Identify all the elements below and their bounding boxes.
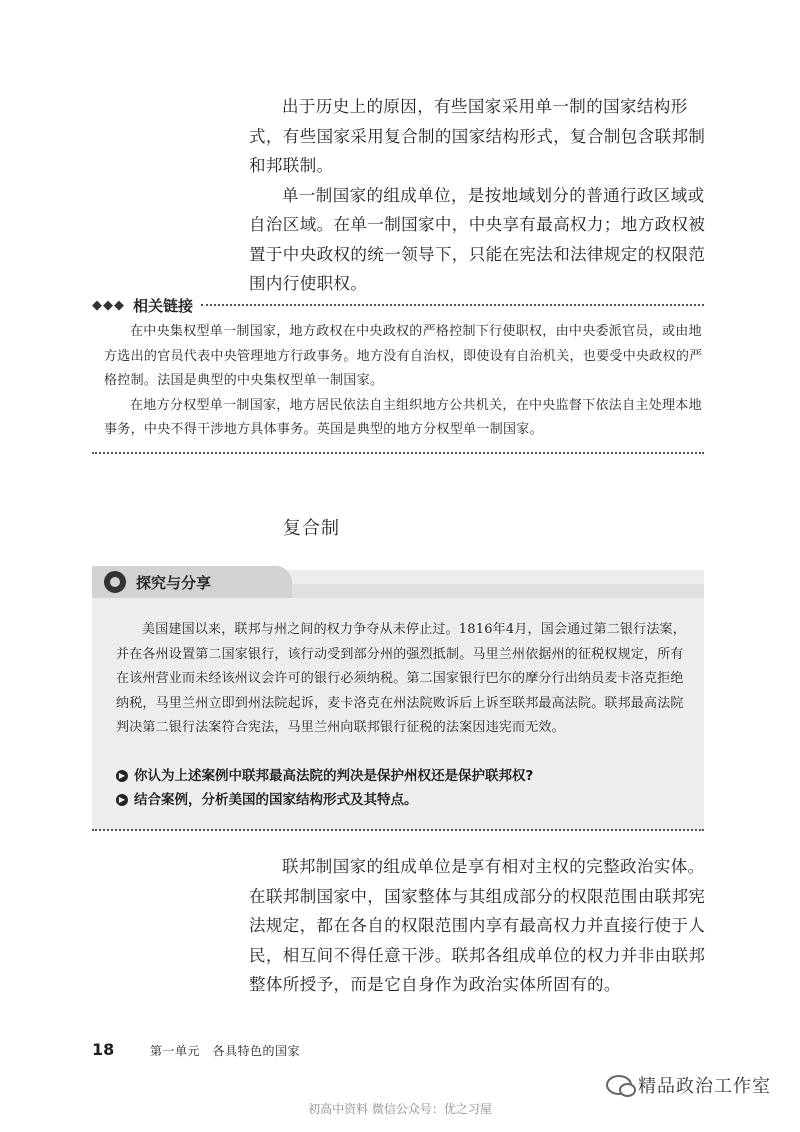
discussion-icon xyxy=(104,571,126,593)
wechat-icon xyxy=(606,1075,632,1095)
main-text-bottom xyxy=(249,852,709,1000)
dotted-divider xyxy=(201,304,704,306)
related-link-header xyxy=(92,294,704,316)
question-item xyxy=(116,788,696,812)
wechat-account-name: 精品政治工作室 xyxy=(638,1076,771,1097)
question-list xyxy=(116,764,696,812)
play-bullet-icon: ▶ xyxy=(116,770,128,782)
dotted-divider xyxy=(92,829,704,831)
paragraph-unitary-state: 单一制国家的组成单位，是按地域划分的普通行政区域或自治区域。在单一制国家中，中央享有最高权力；地方政权被置于中央政权的统一领导下，只能在宪法和法律规定的权限范围内行使职权。 xyxy=(249,185,706,293)
section-heading: 复合制 xyxy=(283,518,340,539)
case-paragraph: 美国建国以来，联邦与州之间的权力争夺从未停止过。1816年4月，国会通过第二银行法案，并在各州设置第二国家银行，该行动受到部分州的强烈抵制。马里兰州依据州的征税权规定，所有在该州营业而未经该州议会许可的银行必须纳税。第二国家银行巴尔的摩分行出纳员麦卡洛克拒绝纳税，马里兰州立即到州法院起诉，麦卡洛克在州法院败诉后上诉至联邦最高法院。联邦最高法院判决第二银行法案符合宪法，马里兰州向联邦银行征税的法案因违宪而无效。 xyxy=(116,622,686,735)
explore-header-strip xyxy=(292,584,704,598)
related-link-title: 相关链接 xyxy=(133,296,194,315)
main-text-top xyxy=(249,92,709,299)
dotted-divider xyxy=(92,452,704,454)
question-text: 你认为上述案例中联邦最高法院的判决是保护州权还是保护联邦权? xyxy=(134,768,534,784)
explore-case-text xyxy=(116,618,692,741)
page-number: 18 xyxy=(92,1040,115,1059)
paragraph-structure-forms: 出于历史上的原因，有些国家采用单一制的国家结构形式，有些国家采用复合制的国家结构形式，复合制包含联邦制和邦联制。 xyxy=(249,97,706,175)
unit-title: 第一单元 各具特色的国家 xyxy=(150,1044,301,1058)
play-bullet-icon: ▶ xyxy=(116,794,128,806)
wechat-watermark xyxy=(606,1072,771,1098)
footer-watermark-text: 初高中资料 微信公众号：优之习屋 xyxy=(308,1102,492,1116)
question-item xyxy=(116,764,696,788)
paragraph-federal-state: 联邦制国家的组成单位是享有相对主权的完整政治实体。在联邦制国家中，国家整体与其组成部分的权限范围由联邦宪法规定，都在各自的权限范围内享有最高权力并直接行使于人民，相互间不得任意干涉。联邦各组成单位的权力并非由联邦整体所授予，而是它自身作为政治实体所固有的。 xyxy=(249,857,706,994)
diamond-bullets-icon: ◆◆◆ xyxy=(92,297,125,313)
explore-share-title: 探究与分享 xyxy=(136,573,212,592)
related-link-paragraph-decentralized: 在地方分权型单一制国家，地方居民依法自主组织地方公共机关，在中央监督下依法自主处理本地事务，中央不得干涉地方具体事务。英国是典型的地方分权型单一制国家。 xyxy=(104,397,702,437)
related-link-paragraph-centralized: 在中央集权型单一制国家，地方政权在中央政权的严格控制下行使职权，由中央委派官员，或由地方选出的官员代表中央管理地方行政事务。地方没有自治权，即使设有自治机关，也要受中央政权的严格控制。法国是典型的中央集权型单一制国家。 xyxy=(104,324,703,388)
related-link-body xyxy=(104,320,704,443)
question-text: 结合案例，分析美国的国家结构形式及其特点。 xyxy=(134,792,418,808)
explore-share-tab xyxy=(92,566,292,598)
